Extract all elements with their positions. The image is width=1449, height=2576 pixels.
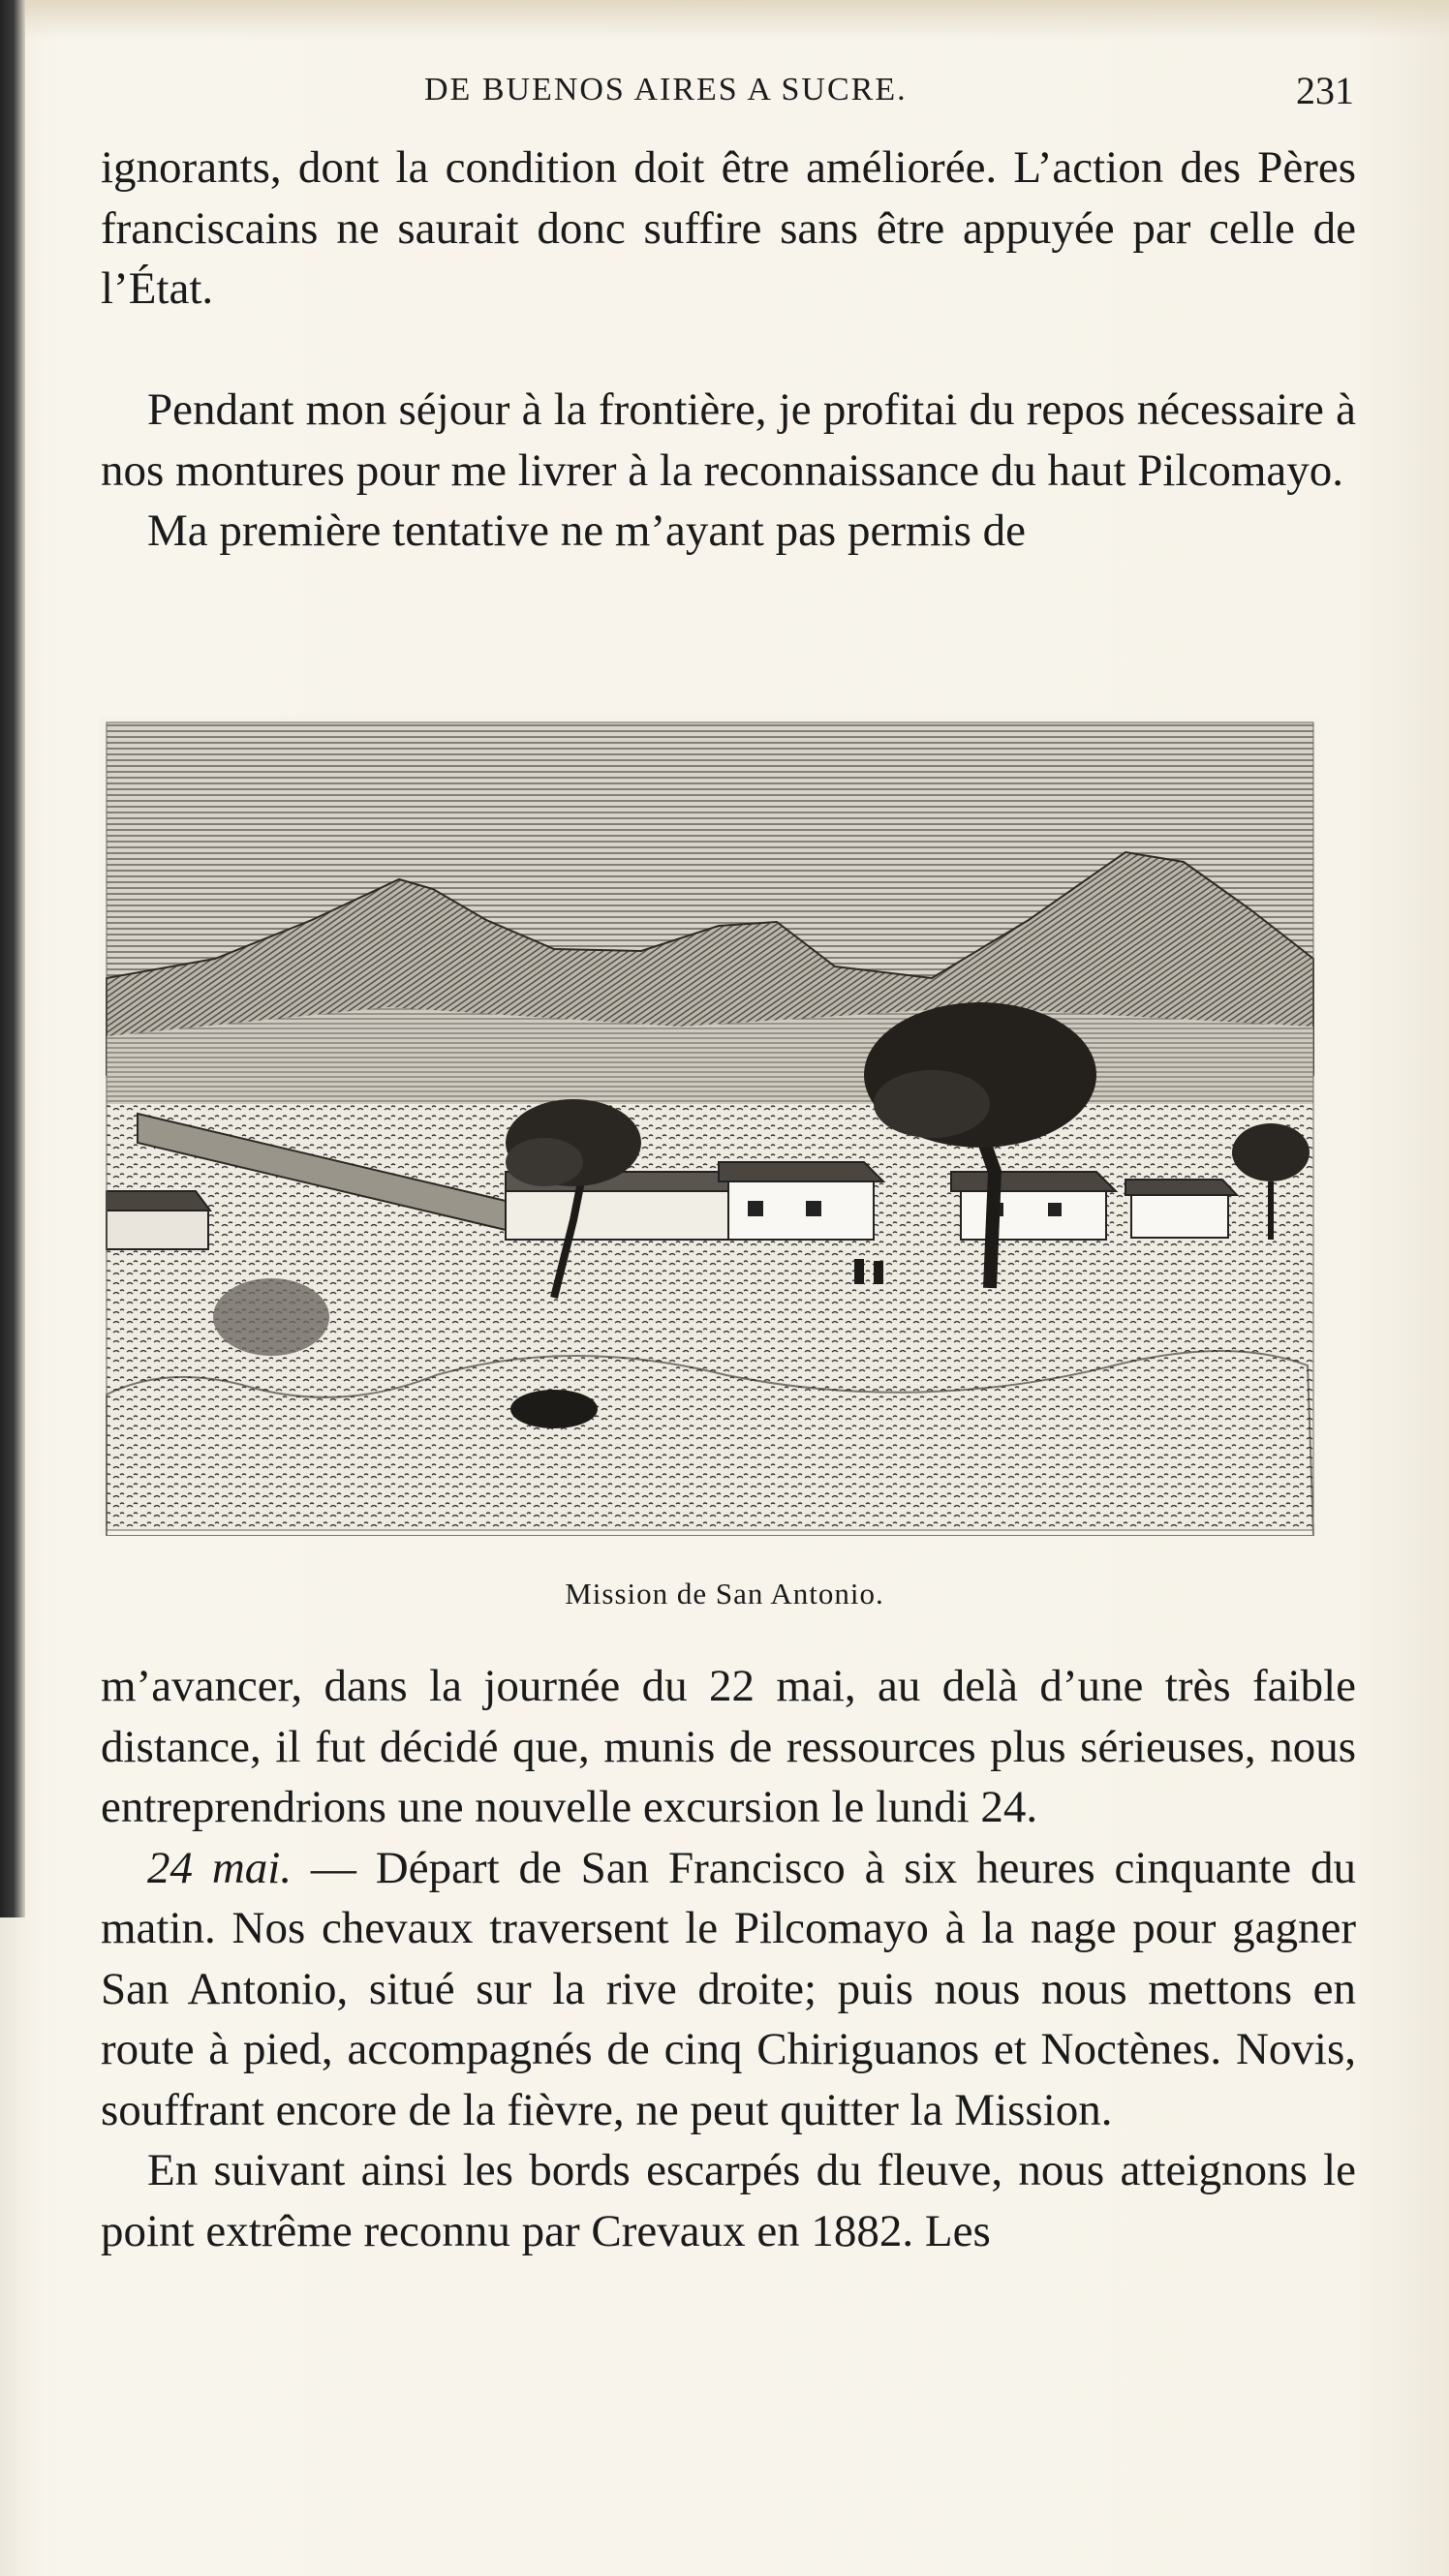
engraving-illustration bbox=[99, 717, 1321, 1536]
paragraph-4 bbox=[101, 1838, 1356, 2141]
page-edge-shadow bbox=[0, 0, 25, 1917]
figure-caption: Mission de San Antonio. bbox=[565, 1577, 884, 1610]
engraving-mission-landscape bbox=[99, 717, 1321, 1536]
paragraph-4-text: — Départ de San Francisco à six heures cinquante du matin. Nos chevaux traversent le Pilcomayo à la nage pour gagner San Antonio, situé sur la rive droite; puis nous nous mettons en route à pied, accompagnés de cinq Chiriguanos et Noctènes. Novis, souffrant encore de la fièvre, ne peut quitter la Mission. bbox=[101, 1842, 1357, 2135]
date-heading: 24 mai. bbox=[147, 1842, 293, 1893]
paragraph-2: Pendant mon séjour à la frontière, je profitai du repos nécessaire à nos montures pour me livrer à la reconnaissance du haut Pilcomayo. bbox=[101, 384, 1356, 496]
paragraph-3-start: Ma première tentative ne m’ayant pas permis de bbox=[147, 506, 1026, 556]
text-block-middle bbox=[101, 380, 1356, 562]
text-block-bottom bbox=[101, 1656, 1356, 2261]
paragraph-1: ignorants, dont la condition doit être améliorée. L’action des Pères franciscains ne saurait donc suffire sans être appuyée par celle de l’État. bbox=[101, 142, 1356, 314]
paragraph-5: En suivant ainsi les bords escarpés du fleuve, nous atteignons le point extrême reconnu par Crevaux en 1882. Les bbox=[101, 2145, 1356, 2256]
running-title: DE BUENOS AIRES A SUCRE. bbox=[424, 72, 908, 107]
page-number: 231 bbox=[1296, 69, 1354, 112]
page-header bbox=[114, 68, 1354, 126]
text-block-top bbox=[101, 138, 1356, 320]
paragraph-3-end: m’avancer, dans la journée du 22 mai, au delà d’une très faible distance, il fut décidé que, munis de ressources plus sérieuses, nous entreprendrions une nouvelle excursion le lundi 24. bbox=[101, 1661, 1356, 1832]
